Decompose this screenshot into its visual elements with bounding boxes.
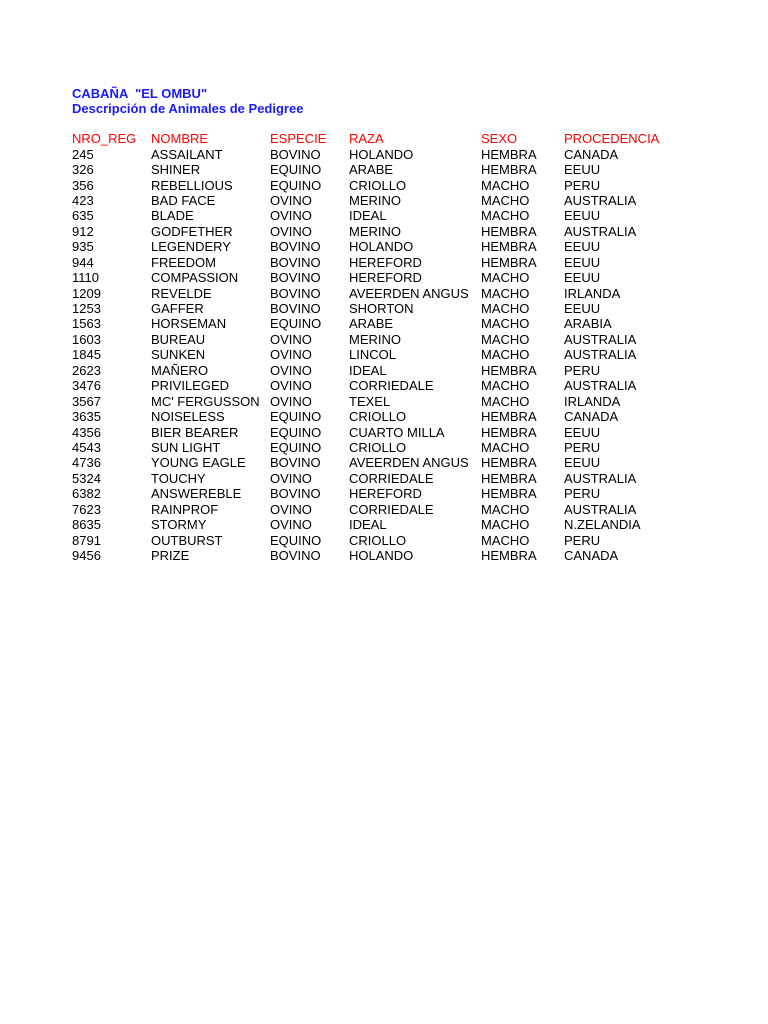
cell-sexo: MACHO xyxy=(481,393,530,409)
table-row xyxy=(72,393,674,408)
cell-sexo: HEMBRA xyxy=(481,548,537,564)
cell-especie: OVINO xyxy=(270,192,312,208)
cell-especie: BOVINO xyxy=(270,455,321,471)
cell-especie: BOVINO xyxy=(270,254,321,270)
cell-raza: HEREFORD xyxy=(349,486,422,502)
table-row xyxy=(72,146,674,161)
cell-nombre: LEGENDERY xyxy=(151,239,231,255)
cell-procedencia: CANADA xyxy=(564,409,619,425)
cell-nro-reg: 5324 xyxy=(72,470,101,486)
table-row xyxy=(72,517,674,532)
cell-raza: ARABE xyxy=(349,162,394,178)
cell-sexo: MACHO xyxy=(481,347,530,363)
cell-procedencia: AUSTRALIA xyxy=(564,192,637,208)
cell-procedencia: PERU xyxy=(564,532,601,548)
cell-especie: EQUINO xyxy=(270,409,322,425)
cell-raza: IDEAL xyxy=(349,362,387,378)
cell-sexo: MACHO xyxy=(481,517,530,533)
cell-especie: OVINO xyxy=(270,208,312,224)
cell-procedencia: N.ZELANDIA xyxy=(564,517,641,533)
cell-nro-reg: 4736 xyxy=(72,455,101,471)
cell-nombre: NOISELESS xyxy=(151,409,225,425)
cell-especie: BOVINO xyxy=(270,146,321,162)
animals-table xyxy=(72,131,674,563)
cell-procedencia: ARABIA xyxy=(564,316,612,332)
table-row xyxy=(72,486,674,501)
cell-sexo: MACHO xyxy=(481,285,530,301)
cell-raza: LINCOL xyxy=(349,347,396,363)
column-header-sexo: SEXO xyxy=(481,131,518,147)
cell-nro-reg: 944 xyxy=(72,254,94,270)
cell-procedencia: EEUU xyxy=(564,270,601,286)
cell-procedencia: EEUU xyxy=(564,455,601,471)
cell-nro-reg: 9456 xyxy=(72,548,101,564)
cell-nro-reg: 6382 xyxy=(72,486,101,502)
column-header-nro-reg: NRO_REG xyxy=(72,131,137,147)
cell-sexo: HEMBRA xyxy=(481,254,537,270)
cell-sexo: HEMBRA xyxy=(481,470,537,486)
cell-especie: OVINO xyxy=(270,347,312,363)
cell-nro-reg: 1209 xyxy=(72,285,101,301)
cell-especie: BOVINO xyxy=(270,486,321,502)
cell-especie: EQUINO xyxy=(270,316,322,332)
cell-procedencia: PERU xyxy=(564,177,601,193)
cell-nro-reg: 3567 xyxy=(72,393,101,409)
cell-procedencia: AUSTRALIA xyxy=(564,347,637,363)
cell-sexo: MACHO xyxy=(481,270,530,286)
table-row xyxy=(72,332,674,347)
cell-sexo: MACHO xyxy=(481,208,530,224)
cell-nombre: PRIVILEGED xyxy=(151,378,230,394)
cell-nro-reg: 1563 xyxy=(72,316,101,332)
table-row xyxy=(72,440,674,455)
cell-sexo: MACHO xyxy=(481,378,530,394)
cell-nro-reg: 4356 xyxy=(72,424,101,440)
cell-procedencia: EEUU xyxy=(564,301,601,317)
cell-raza: MERINO xyxy=(349,331,401,347)
cell-procedencia: IRLANDA xyxy=(564,393,621,409)
cell-nro-reg: 3635 xyxy=(72,409,101,425)
cell-raza: CRIOLLO xyxy=(349,439,407,455)
cell-especie: BOVINO xyxy=(270,270,321,286)
table-row xyxy=(72,316,674,331)
table-row xyxy=(72,239,674,254)
document-subtitle: Descripción de Animales de Pedigree xyxy=(72,101,304,116)
cell-especie: BOVINO xyxy=(270,548,321,564)
cell-nro-reg: 7623 xyxy=(72,501,101,517)
cell-especie: OVINO xyxy=(270,470,312,486)
cell-especie: OVINO xyxy=(270,362,312,378)
table-row xyxy=(72,548,674,563)
cell-procedencia: EEUU xyxy=(564,162,601,178)
cell-sexo: MACHO xyxy=(481,501,530,517)
cell-sexo: MACHO xyxy=(481,532,530,548)
cell-nro-reg: 4543 xyxy=(72,439,101,455)
cell-procedencia: PERU xyxy=(564,439,601,455)
cell-procedencia: EEUU xyxy=(564,254,601,270)
cell-nombre: SHINER xyxy=(151,162,201,178)
cell-raza: CRIOLLO xyxy=(349,532,407,548)
cell-especie: OVINO xyxy=(270,517,312,533)
cell-nombre: ANSWEREBLE xyxy=(151,486,242,502)
cell-nombre: YOUNG EAGLE xyxy=(151,455,246,471)
cell-raza: CORRIEDALE xyxy=(349,501,434,517)
table-row xyxy=(72,224,674,239)
cell-especie: OVINO xyxy=(270,223,312,239)
table-row xyxy=(72,193,674,208)
table-row xyxy=(72,378,674,393)
cell-raza: HOLANDO xyxy=(349,548,414,564)
cell-nombre: BIER BEARER xyxy=(151,424,239,440)
cell-nro-reg: 912 xyxy=(72,223,94,239)
cell-especie: BOVINO xyxy=(270,239,321,255)
cell-nro-reg: 635 xyxy=(72,208,94,224)
cell-nombre: OUTBURST xyxy=(151,532,223,548)
cell-nro-reg: 423 xyxy=(72,192,94,208)
cell-nombre: BAD FACE xyxy=(151,192,216,208)
cell-nombre: ASSAILANT xyxy=(151,146,223,162)
cell-sexo: MACHO xyxy=(481,301,530,317)
cell-sexo: HEMBRA xyxy=(481,455,537,471)
cell-nombre: SUNKEN xyxy=(151,347,206,363)
table-row xyxy=(72,301,674,316)
cell-raza: CUARTO MILLA xyxy=(349,424,445,440)
cell-sexo: MACHO xyxy=(481,192,530,208)
table-row xyxy=(72,162,674,177)
cell-nombre: REBELLIOUS xyxy=(151,177,233,193)
table-row xyxy=(72,285,674,300)
cell-sexo: MACHO xyxy=(481,439,530,455)
table-row xyxy=(72,424,674,439)
cell-raza: SHORTON xyxy=(349,301,414,317)
cell-nombre: MAÑERO xyxy=(151,362,209,378)
cell-nombre: HORSEMAN xyxy=(151,316,227,332)
cell-raza: ARABE xyxy=(349,316,394,332)
cell-especie: EQUINO xyxy=(270,424,322,440)
cell-nro-reg: 1603 xyxy=(72,331,101,347)
cell-raza: CRIOLLO xyxy=(349,409,407,425)
cell-sexo: MACHO xyxy=(481,177,530,193)
cell-raza: CRIOLLO xyxy=(349,177,407,193)
cell-procedencia: AUSTRALIA xyxy=(564,331,637,347)
table-row xyxy=(72,502,674,517)
cell-especie: BOVINO xyxy=(270,301,321,317)
cell-nombre: PRIZE xyxy=(151,548,190,564)
cell-nro-reg: 8791 xyxy=(72,532,101,548)
cell-especie: OVINO xyxy=(270,378,312,394)
cell-raza: IDEAL xyxy=(349,517,387,533)
cell-raza: CORRIEDALE xyxy=(349,378,434,394)
table-row xyxy=(72,270,674,285)
cell-raza: MERINO xyxy=(349,223,401,239)
cell-nombre: RAINPROF xyxy=(151,501,219,517)
cell-sexo: MACHO xyxy=(481,331,530,347)
cell-nro-reg: 1110 xyxy=(72,270,99,286)
table-header-row xyxy=(72,131,674,146)
column-header-raza: RAZA xyxy=(349,131,384,147)
cell-nro-reg: 326 xyxy=(72,162,94,178)
cell-procedencia: IRLANDA xyxy=(564,285,621,301)
cell-especie: OVINO xyxy=(270,393,312,409)
table-row xyxy=(72,255,674,270)
cell-procedencia: AUSTRALIA xyxy=(564,378,637,394)
table-row xyxy=(72,208,674,223)
cell-sexo: HEMBRA xyxy=(481,162,537,178)
column-header-nombre: NOMBRE xyxy=(151,131,209,147)
cell-especie: EQUINO xyxy=(270,439,322,455)
table-body xyxy=(72,146,674,563)
cell-procedencia: EEUU xyxy=(564,208,601,224)
cell-nro-reg: 2623 xyxy=(72,362,101,378)
table-row xyxy=(72,455,674,470)
cell-sexo: HEMBRA xyxy=(481,424,537,440)
cell-raza: AVEERDEN ANGUS xyxy=(349,285,469,301)
cell-nro-reg: 1253 xyxy=(72,301,101,317)
cell-raza: HOLANDO xyxy=(349,239,414,255)
cell-nro-reg: 3476 xyxy=(72,378,101,394)
cell-especie: OVINO xyxy=(270,331,312,347)
cell-procedencia: AUSTRALIA xyxy=(564,223,637,239)
cell-sexo: HEMBRA xyxy=(481,409,537,425)
column-header-procedencia: PROCEDENCIA xyxy=(564,131,660,147)
cell-nombre: GAFFER xyxy=(151,301,204,317)
cell-raza: HOLANDO xyxy=(349,146,414,162)
cell-raza: HEREFORD xyxy=(349,270,422,286)
cell-nombre: BUREAU xyxy=(151,331,206,347)
cell-procedencia: PERU xyxy=(564,362,601,378)
cell-especie: EQUINO xyxy=(270,532,322,548)
table-row xyxy=(72,363,674,378)
cell-sexo: HEMBRA xyxy=(481,223,537,239)
cell-especie: EQUINO xyxy=(270,162,322,178)
cell-procedencia: PERU xyxy=(564,486,601,502)
cell-nombre: SUN LIGHT xyxy=(151,439,221,455)
table-row xyxy=(72,409,674,424)
cell-procedencia: CANADA xyxy=(564,146,619,162)
table-row xyxy=(72,532,674,547)
cell-especie: BOVINO xyxy=(270,285,321,301)
cell-raza: CORRIEDALE xyxy=(349,470,434,486)
cell-raza: IDEAL xyxy=(349,208,387,224)
cell-nro-reg: 935 xyxy=(72,239,94,255)
cell-raza: HEREFORD xyxy=(349,254,422,270)
cell-sexo: MACHO xyxy=(481,316,530,332)
cell-nombre: MC' FERGUSSON xyxy=(151,393,260,409)
cell-nombre: REVELDE xyxy=(151,285,212,301)
cell-sexo: HEMBRA xyxy=(481,362,537,378)
cell-raza: MERINO xyxy=(349,192,401,208)
cell-especie: EQUINO xyxy=(270,177,322,193)
cell-sexo: HEMBRA xyxy=(481,239,537,255)
document-title: CABAÑA "EL OMBU" xyxy=(72,86,208,101)
cell-sexo: HEMBRA xyxy=(481,486,537,502)
cell-raza: TEXEL xyxy=(349,393,391,409)
cell-nombre: GODFETHER xyxy=(151,223,233,239)
cell-procedencia: CANADA xyxy=(564,548,619,564)
cell-procedencia: AUSTRALIA xyxy=(564,470,637,486)
cell-procedencia: EEUU xyxy=(564,239,601,255)
column-header-especie: ESPECIE xyxy=(270,131,327,147)
cell-especie: OVINO xyxy=(270,501,312,517)
cell-nombre: COMPASSION xyxy=(151,270,239,286)
cell-nombre: BLADE xyxy=(151,208,194,224)
table-row xyxy=(72,471,674,486)
cell-nro-reg: 356 xyxy=(72,177,94,193)
table-row xyxy=(72,177,674,192)
cell-raza: AVEERDEN ANGUS xyxy=(349,455,469,471)
cell-procedencia: AUSTRALIA xyxy=(564,501,637,517)
cell-procedencia: EEUU xyxy=(564,424,601,440)
cell-nombre: TOUCHY xyxy=(151,470,206,486)
cell-nro-reg: 1845 xyxy=(72,347,101,363)
cell-nro-reg: 245 xyxy=(72,146,94,162)
cell-nombre: FREEDOM xyxy=(151,254,216,270)
cell-sexo: HEMBRA xyxy=(481,146,537,162)
cell-nombre: STORMY xyxy=(151,517,207,533)
cell-nro-reg: 8635 xyxy=(72,517,101,533)
table-row xyxy=(72,347,674,362)
